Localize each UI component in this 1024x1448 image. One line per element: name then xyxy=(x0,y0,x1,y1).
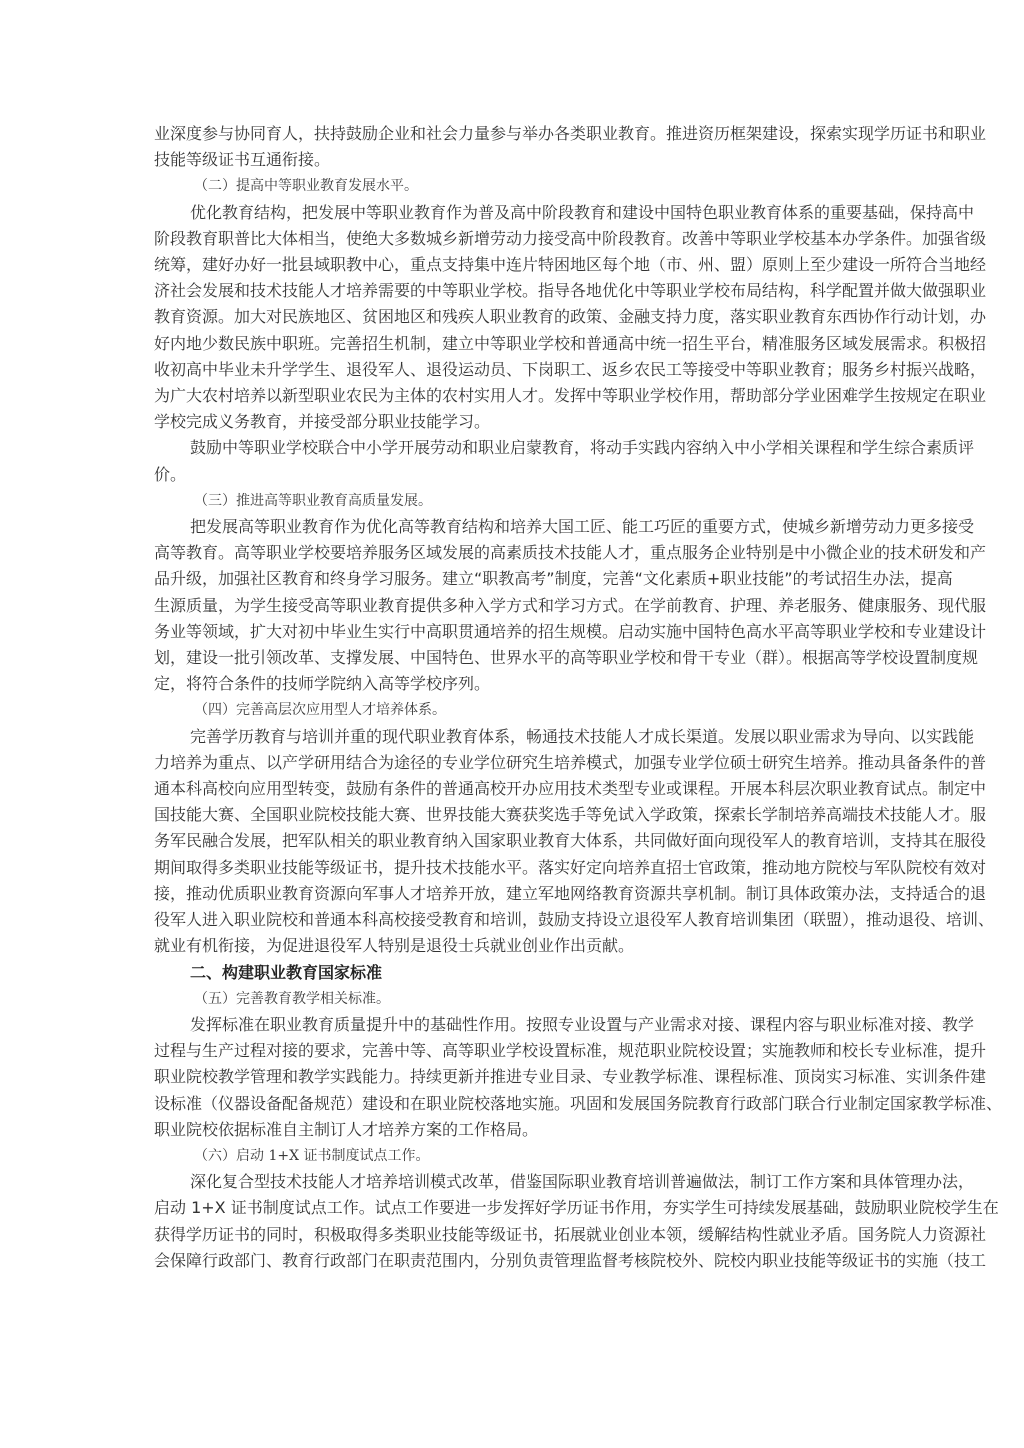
paragraph-line: 发挥标准在职业教育质量提升中的基础性作用。按照专业设置与产业需求对接、课程内容与职业标准对接、教学 xyxy=(190,1014,975,1034)
paragraph-line: 品升级，加强社区教育和终身学习服务。建立“职教高考”制度，完善“文化素质+职业技能”的考试招生办法，提高 xyxy=(154,569,953,589)
paragraph-line: 统筹，建好办好一批县域职教中心，重点支持集中连片特困地区每个地（市、州、盟）原则上至少建设一所符合当地经 xyxy=(154,255,987,275)
paragraph-line: 会保障行政部门、教育行政部门在职责范围内，分别负责管理监督考核院校外、院校内职业技能等级证书的实施（技工 xyxy=(154,1250,987,1270)
paragraph-line: 役军人进入职业院校和普通本科高校接受教育和培训，鼓励支持设立退役军人教育培训集团（联盟），推动退役、培训、 xyxy=(154,910,995,930)
subsection-heading: （五）完善教育教学相关标准。 xyxy=(194,990,390,1007)
paragraph-line: 为广大农村培养以新型职业农民为主体的农村实用人才。发挥中等职业学校作用，帮助部分学业困难学生按规定在职业 xyxy=(154,386,987,406)
paragraph-line: 收初高中毕业未升学学生、退役军人、退役运动员、下岗职工、返乡农民工等接受中等职业教育；服务乡村振兴战略， xyxy=(154,359,987,379)
paragraph-line: 学校完成义务教育，并接受部分职业技能学习。 xyxy=(154,412,491,432)
paragraph-line: 通本科高校向应用型转变，鼓励有条件的普通高校开办应用技术类型专业或课程。开展本科层次职业教育试点。制定中 xyxy=(154,779,987,799)
paragraph-line: 价。 xyxy=(154,464,187,484)
paragraph-line: 国技能大赛、全国职业院校技能大赛、世界技能大赛获奖选手等免试入学政策，探索长学制培养高端技术技能人才。服 xyxy=(154,805,987,825)
paragraph-line: 力培养为重点、以产学研用结合为途径的专业学位研究生培养模式，加强专业学位硕士研究生培养。推动具备条件的普 xyxy=(154,752,987,772)
paragraph-line: 接，推动优质职业教育资源向军事人才培养开放，建立军地网络教育资源共享机制。制订具体政策办法，支持适合的退 xyxy=(154,883,987,903)
paragraph-line: 阶段教育职普比大体相当，使绝大多数城乡新增劳动力接受高中阶段教育。改善中等职业学校基本办学条件。加强省级 xyxy=(154,228,987,248)
paragraph-line: 生源质量，为学生接受高等职业教育提供多种入学方式和学习方式。在学前教育、护理、养老服务、健康服务、现代服 xyxy=(154,595,987,615)
subsection-heading: （三）推进高等职业教育高质量发展。 xyxy=(194,492,432,509)
paragraph xyxy=(154,1012,1003,1143)
paragraph-line: 好内地少数民族中职班。完善招生机制，建立中等职业学校和普通高中统一招生平台，精准服务区域发展需求。积极招 xyxy=(154,333,987,353)
paragraph-line: 务军民融合发展，把军队相关的职业教育纳入国家职业教育大体系，共同做好面向现役军人的教育培训，支持其在服役 xyxy=(154,831,987,851)
paragraph xyxy=(154,121,987,173)
subsection-heading: （四）完善高层次应用型人才培养体系。 xyxy=(194,702,446,719)
paragraph-line: 期间取得多类职业技能等级证书，提升技术技能水平。落实好定向培养直招士官政策，推动地方院校与军队院校有效对 xyxy=(154,857,987,877)
paragraph-line: 优化教育结构，把发展中等职业教育作为普及高中阶段教育和建设中国特色职业教育体系的重要基础，保持高中 xyxy=(190,202,975,222)
paragraph-line: 划，建设一批引领改革、支撑发展、中国特色、世界水平的高等职业学校和骨干专业（群）。根据高等学校设置制度规 xyxy=(154,648,979,668)
paragraph-line: 把发展高等职业教育作为优化高等教育结构和培养大国工匠、能工巧匠的重要方式，使城乡新增劳动力更多接受 xyxy=(190,517,975,537)
paragraph xyxy=(154,435,975,487)
paragraph-line: 完善学历教育与培训并重的现代职业教育体系，畅通技术技能人才成长渠道。发展以职业需求为导向、以实践能 xyxy=(190,726,975,746)
paragraph-line: 获得学历证书的同时，积极取得多类职业技能等级证书，拓展就业创业本领，缓解结构性就业矛盾。国务院人力资源社 xyxy=(154,1224,987,1244)
paragraph xyxy=(154,724,995,960)
paragraph-line: 就业有机衔接，为促进退役军人特别是退役士兵就业创业作出贡献。 xyxy=(154,936,635,956)
paragraph-line: 业深度参与协同育人，扶持鼓励企业和社会力量参与举办各类职业教育。推进资历框架建设，探索实现学历证书和职业 xyxy=(154,124,987,143)
paragraph xyxy=(154,514,987,697)
paragraph-line: 过程与生产过程对接的要求，完善中等、高等职业学校设置标准，规范职业院校设置；实施教师和校长专业标准，提升 xyxy=(154,1041,987,1061)
paragraph-line: 深化复合型技术技能人才培养培训模式改革，借鉴国际职业教育培训普遍做法，制订工作方案和具体管理办法， xyxy=(190,1172,975,1192)
section-heading: 二、构建职业教育国家标准 xyxy=(190,962,383,982)
paragraph-line: 职业院校教学管理和教学实践能力。持续更新并推进专业目录、专业教学标准、课程标准、顶岗实习标准、实训条件建 xyxy=(154,1067,987,1087)
paragraph-line: 教育资源。加大对民族地区、贫困地区和残疾人职业教育的政策、金融支持力度，落实职业教育东西协作行动计划，办 xyxy=(154,307,987,327)
paragraph xyxy=(154,1169,999,1274)
paragraph-line: 高等教育。高等职业学校要培养服务区域发展的高素质技术技能人才，重点服务企业特别是中小微企业的技术研发和产 xyxy=(154,543,987,563)
subsection-heading: （二）提高中等职业教育发展水平。 xyxy=(194,178,418,195)
paragraph-line: 职业院校依据标准自主制订人才培养方案的工作格局。 xyxy=(154,1119,539,1139)
paragraph-line: 济社会发展和技术技能人才培养需要的中等职业学校。指导各地优化中等职业学校布局结构，科学配置并做大做强职业 xyxy=(154,281,987,301)
paragraph-line: 设标准（仪器设备配备规范）建设和在职业院校落地实施。巩固和发展国务院教育行政部门联合行业制定国家教学标准、 xyxy=(154,1093,1003,1113)
paragraph-line: 鼓励中等职业学校联合中小学开展劳动和职业启蒙教育，将动手实践内容纳入中小学相关课程和学生综合素质评 xyxy=(190,438,975,458)
paragraph xyxy=(154,200,987,436)
paragraph-line: 务业等领域，扩大对初中毕业生实行中高职贯通培养的招生规模。启动实施中国特色高水平高等职业学校和专业建设计 xyxy=(154,621,987,641)
paragraph-line: 启动 1+X 证书制度试点工作。试点工作要进一步发挥好学历证书作用，夯实学生可持续发展基础，鼓励职业院校学生在 xyxy=(154,1198,999,1218)
paragraph-line: 定，将符合条件的技师学院纳入高等学校序列。 xyxy=(154,674,491,694)
paragraph-line: 技能等级证书互通衔接。 xyxy=(154,150,331,170)
subsection-heading: （六）启动 1+X 证书制度试点工作。 xyxy=(194,1147,430,1164)
